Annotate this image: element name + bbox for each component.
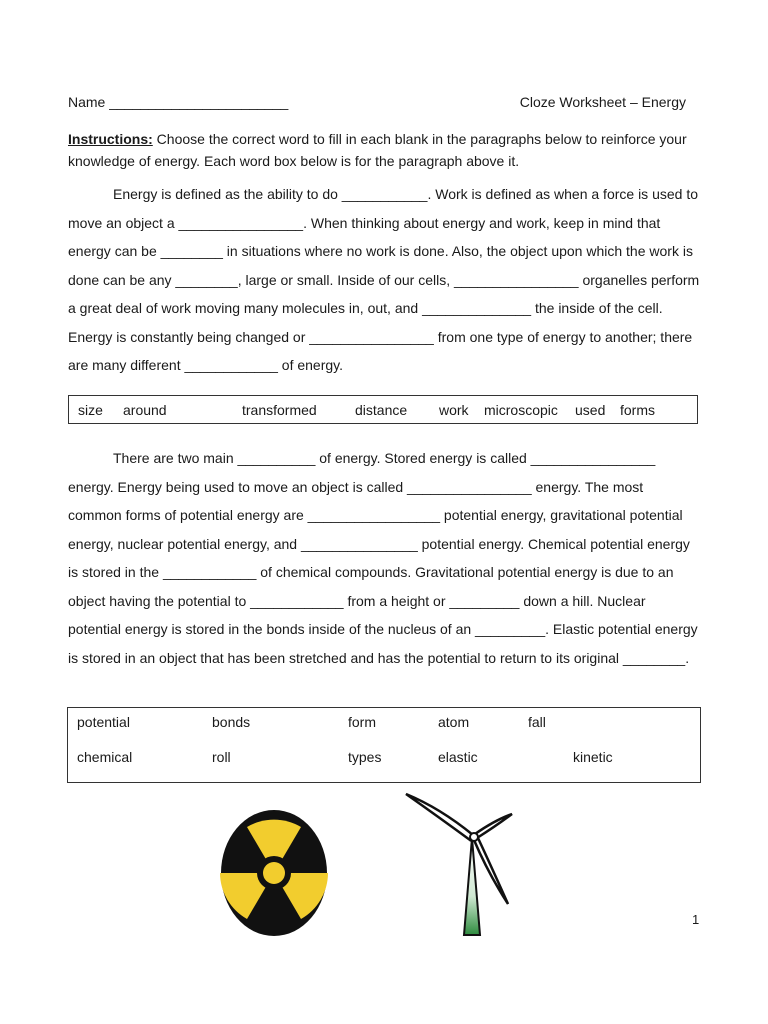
- paragraph-1-text: Energy is defined as the ability to do ___________. Work is defined as when a force is used to move an object a ________________. When thinking about energy and work, keep in mind that energy can be ________ in situations where no work is done. Also, the object upon which the work is done can be any ________, large or small. Inside of our cells, ________________ organelles perform a great deal of work moving many molecules in, out, and ______________ the inside of the cell. Energy is constantly being changed or ________________ from one type of energy to another; there are many different ____________ of energy.: [68, 186, 700, 373]
- word-box-item: fall: [528, 714, 546, 730]
- word-box-item: bonds: [212, 714, 251, 730]
- word-box-2: [67, 707, 701, 783]
- word-box-item: transformed: [242, 402, 317, 418]
- word-box-item: size: [78, 402, 103, 418]
- word-box-item: forms: [620, 402, 655, 418]
- paragraph-1: [68, 180, 700, 380]
- word-box-1: [68, 395, 698, 424]
- word-box-item: elastic: [438, 749, 478, 765]
- word-box-item: used: [575, 402, 606, 418]
- word-box-item: form: [348, 714, 376, 730]
- paragraph-2-text: There are two main __________ of energy. Stored energy is called ________________ energy. Energy being used to move an object is called ________________ energy. The most common forms of potential energy are _________________ potential energy, gravitational potential energy, nuclear potential energy, and _______________ potential energy. Chemical potential energy is stored in the ____________ of chemical compounds. Gravitational potential energy is due to an object having the potential to ____________ from a height or _________ down a hill. Nuclear potential energy is stored in the bonds inside of the nucleus of an _________. Elastic potential energy is stored in an object that has been stretched and has the potential to return to its original ________.: [68, 450, 698, 666]
- header: [68, 94, 700, 114]
- word-box-item: chemical: [77, 749, 133, 765]
- page-number: 1: [692, 912, 700, 927]
- word-box-item: kinetic: [573, 749, 613, 765]
- word-box-item: atom: [438, 714, 470, 730]
- word-box-item: roll: [212, 749, 231, 765]
- wind-turbine-icon: [400, 788, 515, 938]
- word-box-item: microscopic: [484, 402, 558, 418]
- worksheet-title: Cloze Worksheet – Energy: [519, 94, 686, 110]
- word-box-item: types: [348, 749, 382, 765]
- paragraph-2: [68, 444, 700, 672]
- radiation-symbol-icon: [220, 808, 328, 938]
- name-field: Name _______________________: [68, 94, 289, 110]
- word-box-item: work: [439, 402, 469, 418]
- word-box-item: distance: [355, 402, 408, 418]
- instructions-label: Instructions:: [68, 131, 153, 147]
- instructions: [68, 128, 700, 172]
- word-box-item: potential: [77, 714, 130, 730]
- instructions-text: Choose the correct word to fill in each blank in the paragraphs below to reinforce your knowledge of energy. Each word box below is for the paragraph above it.: [68, 131, 687, 169]
- word-box-item: around: [123, 402, 167, 418]
